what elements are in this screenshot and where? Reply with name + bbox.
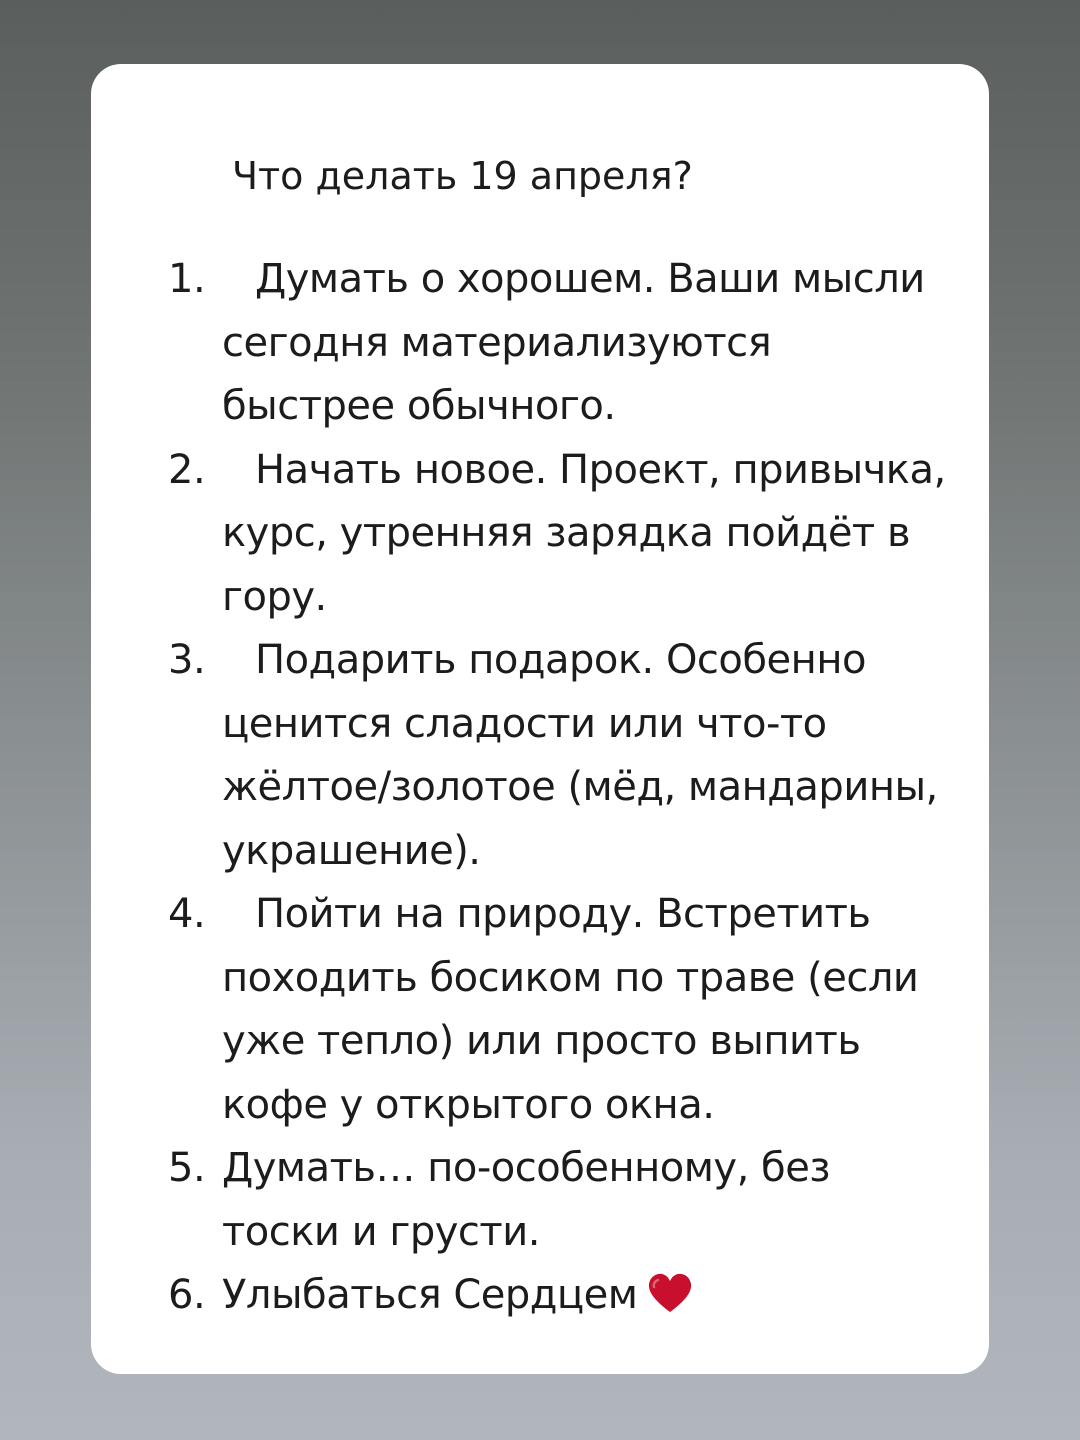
list-item-number: 6. [168,1272,206,1318]
list-item-text-wrap [91,1264,989,1334]
list-item-number: 2. [168,446,206,493]
list-item-number: 3. [168,637,206,683]
list-item-text: Думать… по-особенному, без тоски и грусти. [222,1145,831,1255]
list-item-text: Улыбаться Сердцем [222,1272,638,1318]
note-title: Что делать 19 апреля? [232,154,693,198]
list-item-text: Начать новое. Проект, привычка, курс, утренняя зарядка пойдёт в гору. [222,446,946,620]
list-item [91,248,989,439]
heart-icon [647,1270,693,1334]
list-item-number: 4. [168,891,206,937]
list-item-text: Думать о хорошем. Ваши мысли сегодня материализуются быстрее обычного. [222,256,925,429]
list-item-text: Подарить подарок. Особенно ценится сладости или что-то жёлтое/золотое (мёд, мандарины, украшение). [222,637,938,874]
list-item [91,1137,989,1264]
list-item-text: Пойти на природу. Встретить походить босиком по траве (если уже тепло) или просто выпить кофе у открытого окна. [222,891,919,1128]
note-card [91,64,989,1374]
list-item-number: 5. [168,1145,206,1191]
list-item [91,629,989,883]
list-item [91,1264,989,1334]
list-item [91,883,989,1137]
todo-list [91,248,989,1334]
list-item [91,439,989,630]
list-item-number: 1. [168,256,206,302]
